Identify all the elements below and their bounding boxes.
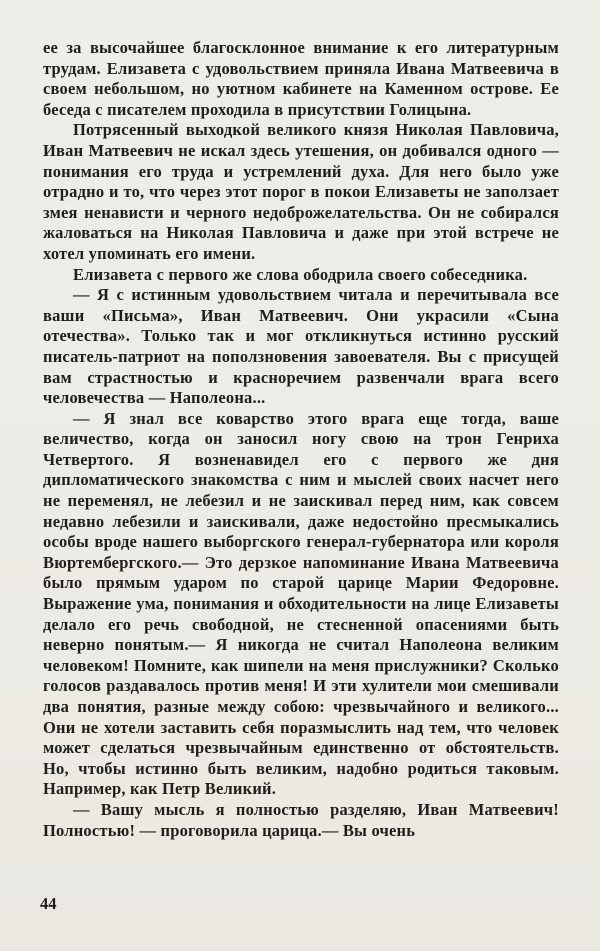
page-number: 44 [40,894,57,913]
paragraph: Потрясенный выходкой великого князя Николая Павловича, Иван Матвеевич не искал здесь утешения, он добивался одного — понимания его труда и устремлений духа. Для него было уже отрадно и то, что через этот порог в покои Елизаветы не заползает змея ненависти и черного недоброжелательства. Он не собирался жаловаться на Николая Павловича и даже при этой встрече не хотел упоминать его имени. [43,120,559,263]
paragraph-dialogue: — Вашу мысль я полностью разделяю, Иван Матвеевич! Полностью! — проговорила царица.— Вы очень [43,799,559,840]
paragraph: Елизавета с первого же слова ободрила своего собеседника. [73,264,528,284]
paragraph-dialogue: — Я с истинным удовольствием читала и перечитывала все ваши «Письма», Иван Матвеевич. Они украсили «Сына отечества». Только так и мог откликнуться истинно русский писатель-патриот на поползновения завоевателя. Вы с присущей вам страстностью и красноречием развенчали врага всего человечества — Наполеона... [43,285,559,408]
page-text [43,38,559,841]
paragraph-dialogue: — Я знал все коварство этого врага еще тогда, ваше величество, когда он заносил ногу свою на трон Генриха Четвертого. Я возненавидел его с первого же дня дипломатического знакомства с ним и мыслей своих насчет него не переменял, не лебезил и не заискивал перед ним, как совсем недавно лебезили и заискивали, даже недостойно пресмыкались особы вроде нашего выборгского генерал-губернатора или короля Вюртембергского.— Это дерзкое напоминание Ивана Матвеевича было прямым ударом по старой царице Марии Федоровне. Выражение ума, понимания и обходительности на лице Елизаветы делало его речь свободной, не стесненной опасениями быть неверно понятым.— Я никогда не считал Наполеона великим человеком! Помните, как шипели на меня прислужники? Сколько голосов раздавалось против меня! И эти хулители мои смешивали два понятия, разные между собою: чрезвычайного и великого... Они не хотели заставить себя поразмыслить над тем, что человек может сделаться чрезвычайным единственно от обстоятельств. Но, чтобы истинно быть великим, надобно родиться таковым. Например, как Петр Великий. [43,408,559,799]
paragraph-continuation: ее за высочайшее благосклонное внимание к его литературным трудам. Елизавета с удовольствием приняла Ивана Матвеевича в своем небольшом, но уютном кабинете на Каменном острове. Ее беседа с писателем проходила в присутствии Голицына. [43,38,559,119]
